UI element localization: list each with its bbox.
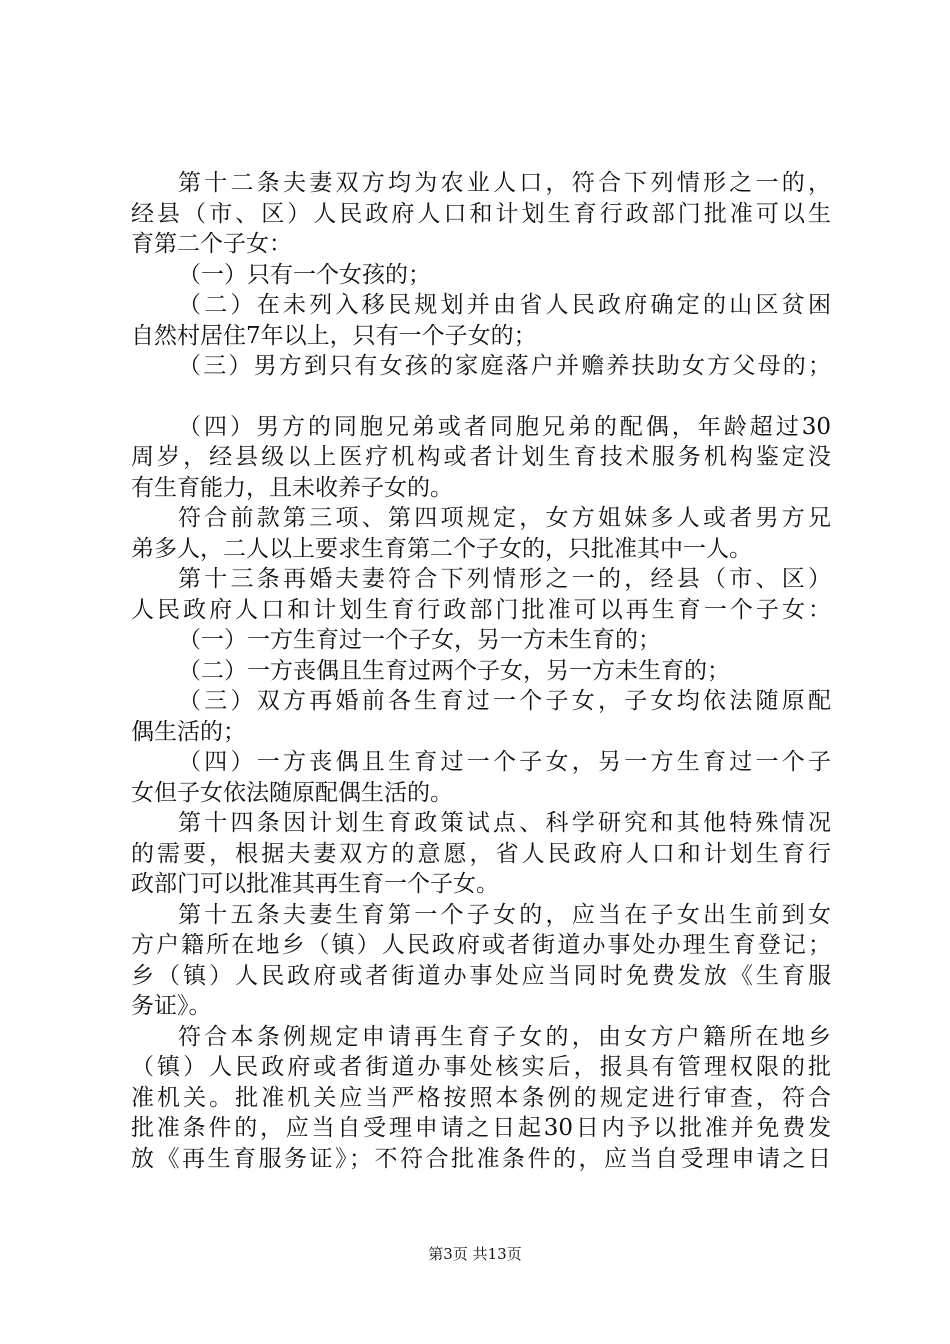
text-line: 务证》。 [131,993,212,1019]
text-line: 符合前款第三项、第四项规定，女方姐妹多人或者男方兄 [178,505,831,531]
text-line: 育第二个子女： [131,231,292,257]
text-line: 周岁，经县级以上医疗机构或者计划生育技术服务机构鉴定没 [131,444,831,470]
text-line: 批准条件的，应当自受理申请之日起30日内予以批准并免费发 [131,1115,831,1141]
text-line: 政部门可以批准其再生育一个子女。 [131,871,499,897]
text-line: 第十三条再婚夫妻符合下列情形之一的，经县（市、区） [178,566,831,592]
text-line: （二）一方丧偶且生育过两个子女，另一方未生育的； [178,657,730,684]
document-body [131,168,831,1174]
page-number-footer: 第3页 共13页 [428,1245,522,1263]
text-line: （四）男方的同胞兄弟或者同胞兄弟的配偶，年龄超过30 [178,413,831,440]
text-line: 第十二条夫妻双方均为农业人口，符合下列情形之一的， [178,170,831,196]
text-line: （三）男方到只有女孩的家庭落户并赡养扶助女方父母的； [178,353,831,379]
text-line: 第十四条因计划生育政策试点、科学研究和其他特殊情况 [178,810,831,836]
text-line: 放《再生育服务证》；不符合批准条件的，应当自受理申请之日 [131,1145,831,1172]
text-line: 经县（市、区）人民政府人口和计划生育行政部门批准可以生 [131,200,831,227]
text-line: 符合本条例规定申请再生育子女的，由女方户籍所在地乡 [178,1023,831,1050]
text-line: （一）一方生育过一个子女，另一方未生育的； [178,627,661,653]
text-line: 准机关。批准机关应当严格按照本条例的规定进行审查，符合 [131,1084,831,1111]
text-line: 的需要，根据夫妻双方的意愿，省人民政府人口和计划生育行 [131,840,831,867]
text-line: （四）一方丧偶且生育过一个子女，另一方生育过一个子 [178,749,831,775]
text-line: （三）双方再婚前各生育过一个子女，子女均依法随原配 [178,688,831,714]
text-line: （一）只有一个女孩的； [178,261,431,288]
text-line: 弟多人，二人以上要求生育第二个子女的，只批准其中一人。 [131,535,752,562]
text-line: 第十五条夫妻生育第一个子女的，应当在子女出生前到女 [178,901,831,928]
text-line: （镇）人民政府或者街道办事处核实后，报具有管理权限的批 [131,1054,831,1080]
text-line: 乡（镇）人民政府或者街道办事处应当同时免费发放《生育服 [131,962,831,989]
text-line: 有生育能力，且未收养子女的。 [131,474,453,501]
text-line: （二）在未列入移民规划并由省人民政府确定的山区贫困 [178,292,831,318]
text-line: 方户籍所在地乡（镇）人民政府或者街道办事处办理生育登记； [131,932,831,958]
text-line: 女但子女依法随原配偶生活的。 [131,779,453,806]
text-line: 人民政府人口和计划生育行政部门批准可以再生育一个子女： [131,596,831,623]
paragraph-gap [131,382,831,412]
text-line: 自然村居住7年以上，只有一个子女的； [131,322,537,349]
text-line: 偶生活的； [131,718,246,745]
